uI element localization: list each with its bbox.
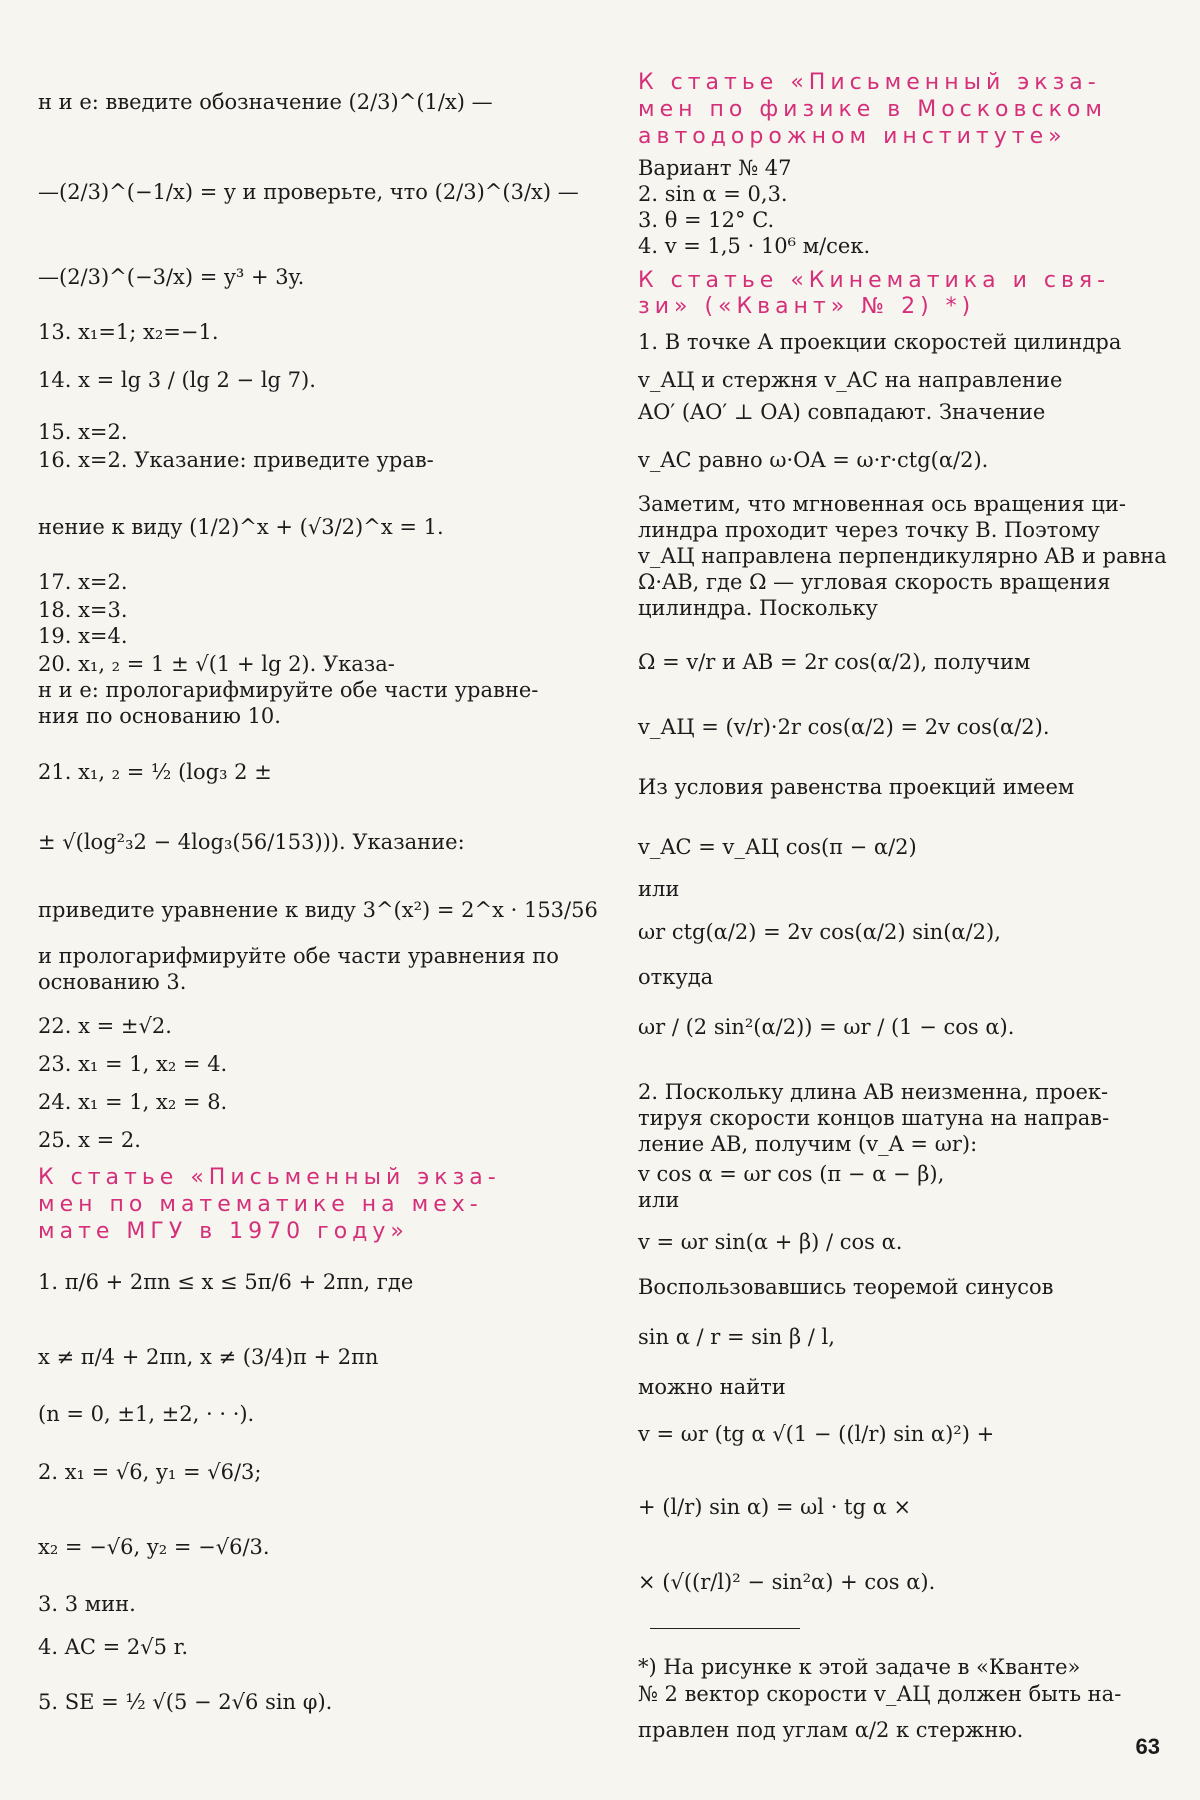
right-line: *) На рисунке к этой задаче в «Кванте» bbox=[638, 1655, 1081, 1679]
right-line: или bbox=[638, 1188, 680, 1212]
right-line: Вариант № 47 bbox=[638, 156, 792, 180]
right-line: + (l/r) sin α) = ωl · tg α × bbox=[638, 1495, 912, 1519]
left-line: н и е: введите обозначение (2/3)^(1/x) — bbox=[38, 90, 493, 114]
right-line: цилиндра. Поскольку bbox=[638, 596, 878, 620]
footnote-rule bbox=[650, 1628, 800, 1629]
right-line: × (√((r/l)² − sin²α) + cos α). bbox=[638, 1570, 936, 1594]
right-line: v cos α = ωr cos (π − α − β), bbox=[638, 1162, 945, 1186]
left-line: 15. x=2. bbox=[38, 420, 128, 444]
right-line: v_AC равно ω·OA = ω·r·ctg(α/2). bbox=[638, 448, 989, 472]
right-line: 3. θ = 12° C. bbox=[638, 208, 775, 232]
left-line: x₂ = −√6, y₂ = −√6/3. bbox=[38, 1535, 270, 1559]
right-line: Заметим, что мгновенная ось вращения ци- bbox=[638, 492, 1126, 516]
right-line: К статье «Письменный экза- bbox=[638, 70, 1101, 95]
right-line: тируя скорости концов шатуна на направ- bbox=[638, 1106, 1110, 1130]
right-line: или bbox=[638, 877, 680, 901]
left-line: К статье «Письменный экза- bbox=[38, 1165, 501, 1190]
page-number: 63 bbox=[1135, 1734, 1160, 1759]
right-line: ωr ctg(α/2) = 2v cos(α/2) sin(α/2), bbox=[638, 920, 1001, 944]
left-line: 14. x = lg 3 / (lg 2 − lg 7). bbox=[38, 368, 316, 392]
left-line: ния по основанию 10. bbox=[38, 704, 281, 728]
right-line: sin α / r = sin β / l, bbox=[638, 1325, 835, 1349]
right-line: v_AC = v_АЦ cos(π − α/2) bbox=[638, 835, 917, 859]
left-line: 13. x₁=1; x₂=−1. bbox=[38, 320, 219, 344]
right-line: ωr / (2 sin²(α/2)) = ωr / (1 − cos α). bbox=[638, 1015, 1015, 1039]
right-line: ление AB, получим (v_A = ωr): bbox=[638, 1132, 978, 1156]
left-line: 4. AC = 2√5 r. bbox=[38, 1635, 189, 1659]
left-line: 25. x = 2. bbox=[38, 1128, 141, 1152]
left-line: нение к виду (1/2)^x + (√3/2)^x = 1. bbox=[38, 515, 444, 539]
left-line: мате МГУ в 1970 году» bbox=[38, 1219, 409, 1244]
left-line: 21. x₁, ₂ = ½ (log₃ 2 ± bbox=[38, 760, 272, 784]
right-line: автодорожном институте» bbox=[638, 124, 1067, 149]
left-line: и прологарифмируйте обе части уравнения по bbox=[38, 944, 559, 968]
left-line: 20. x₁, ₂ = 1 ± √(1 + lg 2). Указа- bbox=[38, 652, 395, 676]
right-line: Воспользовавшись теоремой синусов bbox=[638, 1275, 1054, 1299]
left-line: 18. x=3. bbox=[38, 598, 128, 622]
right-line: v = ωr (tg α √(1 − ((l/r) sin α)²) + bbox=[638, 1422, 995, 1446]
right-line: зи» («Квант» № 2) *) bbox=[638, 294, 976, 319]
right-line: 2. Поскольку длина AB неизменна, проек- bbox=[638, 1080, 1109, 1104]
right-line: 1. В точке А проекции скоростей цилиндра bbox=[638, 330, 1122, 354]
left-line: 19. x=4. bbox=[38, 624, 128, 648]
right-line: Из условия равенства проекций имеем bbox=[638, 775, 1075, 799]
right-line: v_АЦ направлена перпендикулярно AB и равна bbox=[638, 544, 1167, 568]
left-line: приведите уравнение к виду 3^(x²) = 2^x · 153/56 bbox=[38, 898, 598, 922]
left-line: мен по математике на мех- bbox=[38, 1192, 483, 1217]
left-line: основанию 3. bbox=[38, 970, 187, 994]
right-line: v_АЦ и стержня v_AC на направление bbox=[638, 368, 1063, 392]
right-line: линдра проходит через точку B. Поэтому bbox=[638, 518, 1100, 542]
right-line: № 2 вектор скорости v_АЦ должен быть на- bbox=[638, 1682, 1122, 1706]
left-line: —(2/3)^(−3/x) = y³ + 3y. bbox=[38, 265, 305, 289]
left-line: 3. 3 мин. bbox=[38, 1592, 136, 1616]
left-line: x ≠ π/4 + 2πn, x ≠ (3/4)π + 2πn bbox=[38, 1345, 379, 1369]
left-line: —(2/3)^(−1/x) = y и проверьте, что (2/3)^(3/x) — bbox=[38, 180, 579, 204]
right-line: откуда bbox=[638, 965, 714, 989]
right-line: 4. v = 1,5 · 10⁶ м/сек. bbox=[638, 234, 871, 258]
right-line: можно найти bbox=[638, 1375, 786, 1399]
left-line: ± √(log²₃2 − 4log₃(56/153))). Указание: bbox=[38, 830, 465, 854]
right-line: мен по физике в Московском bbox=[638, 97, 1107, 122]
left-line: 1. π/6 + 2πn ≤ x ≤ 5π/6 + 2πn, где bbox=[38, 1270, 414, 1294]
right-line: v_АЦ = (v/r)·2r cos(α/2) = 2v cos(α/2). bbox=[638, 715, 1050, 739]
right-line: AO′ (AO′ ⊥ OA) совпадают. Значение bbox=[638, 400, 1046, 424]
right-line: v = ωr sin(α + β) / cos α. bbox=[638, 1230, 903, 1254]
left-line: 16. x=2. Указание: приведите урав- bbox=[38, 448, 434, 472]
left-line: (n = 0, ±1, ±2, · · ·). bbox=[38, 1402, 255, 1426]
right-line: 2. sin α = 0,3. bbox=[638, 182, 788, 206]
right-line: Ω·AB, где Ω — угловая скорость вращения bbox=[638, 570, 1111, 594]
left-line: 22. x = ±√2. bbox=[38, 1014, 172, 1038]
left-line: н и е: прологарифмируйте обе части уравне- bbox=[38, 678, 539, 702]
left-line: 5. SE = ½ √(5 − 2√6 sin φ). bbox=[38, 1690, 333, 1714]
left-line: 2. x₁ = √6, y₁ = √6/3; bbox=[38, 1460, 262, 1484]
left-line: 24. x₁ = 1, x₂ = 8. bbox=[38, 1090, 228, 1114]
left-line: 23. x₁ = 1, x₂ = 4. bbox=[38, 1052, 228, 1076]
right-line: Ω = v/r и AB = 2r cos(α/2), получим bbox=[638, 650, 1031, 674]
left-line: 17. x=2. bbox=[38, 570, 128, 594]
right-line: К статье «Кинематика и свя- bbox=[638, 268, 1111, 293]
right-line: правлен под углам α/2 к стержню. bbox=[638, 1718, 1024, 1742]
